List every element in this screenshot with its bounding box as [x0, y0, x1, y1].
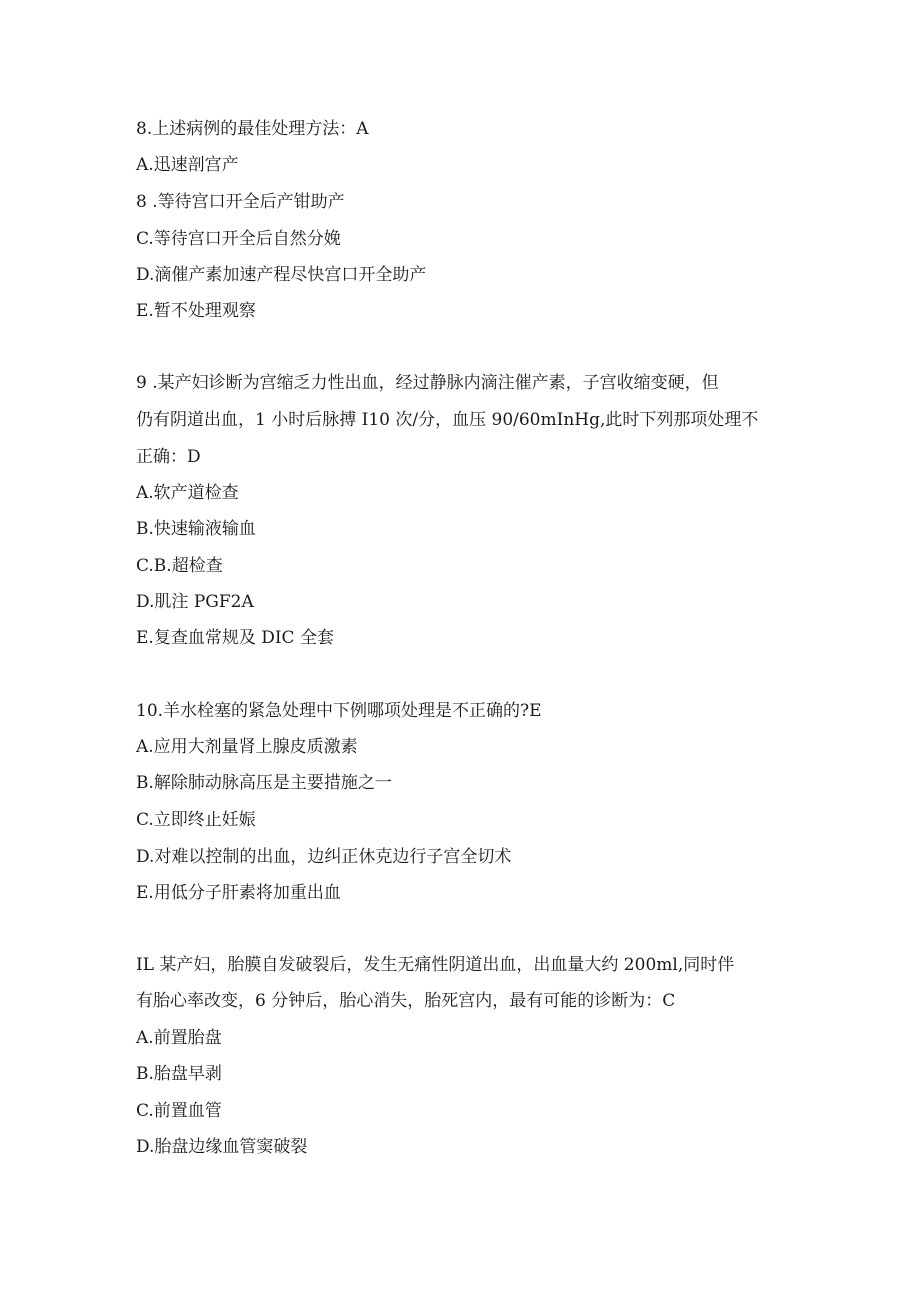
- question-8-option-d: D.滴催产素加速产程尽快宫口开全助产: [136, 265, 427, 285]
- question-9-option-a: A.软产道检查: [136, 483, 239, 503]
- question-10-option-a: A.应用大剂量肾上腺皮质激素: [136, 737, 358, 757]
- question-9-stem-line-2: 仍有阴道出血，1 小时后脉搏 I10 次/分，血压 90/60mInHg,此时下列那项处理不: [136, 410, 759, 430]
- question-11-stem-line-1: IL 某产妇，胎膜自发破裂后，发生无痛性阴道出血，出血量大约 200ml,同时伴: [136, 955, 735, 975]
- question-9-option-e: E.复查血常规及 DIC 全套: [136, 628, 334, 648]
- question-9-stem-line-1: 9 .某产妇诊断为宫缩乏力性出血，经过静脉内滴注催产素，子宫收缩变硬，但: [136, 373, 719, 393]
- question-9-option-d: D.肌注 PGF2A: [136, 592, 254, 612]
- question-11-stem-line-2: 有胎心率改变，6 分钟后，胎心消失，胎死宫内，最有可能的诊断为：C: [136, 991, 676, 1011]
- question-11-option-b: B.胎盘早剥: [136, 1064, 222, 1084]
- question-8-option-b: 8 .等待宫口开全后产钳助产: [136, 192, 345, 212]
- question-9-option-b: B.快速输液输血: [136, 519, 256, 539]
- question-8-option-e: E.暂不处理观察: [136, 301, 256, 321]
- question-8-option-a: A.迅速剖宫产: [136, 155, 239, 175]
- question-11-option-d: D.胎盘边缘血管窦破裂: [136, 1137, 308, 1157]
- question-10-option-d: D.对难以控制的出血，边纠正休克边行子宫全切术: [136, 847, 512, 867]
- question-10-option-b: B.解除肺动脉高压是主要措施之一: [136, 773, 392, 793]
- question-8-option-c: C.等待宫口开全后自然分娩: [136, 229, 341, 249]
- question-10-option-e: E.用低分子肝素将加重出血: [136, 883, 341, 903]
- question-10-option-c: C.立即终止妊娠: [136, 810, 256, 830]
- question-11-option-c: C.前置血管: [136, 1101, 222, 1121]
- question-11-option-a: A.前置胎盘: [136, 1028, 222, 1048]
- question-10-stem: 10.羊水栓塞的紧急处理中下例哪项处理是不正确的?E: [136, 701, 542, 721]
- question-9-stem-line-3: 正确：D: [136, 447, 201, 467]
- question-8-stem: 8.上述病例的最佳处理方法：A: [136, 119, 369, 139]
- question-9-option-c: C.B.超检查: [136, 556, 223, 576]
